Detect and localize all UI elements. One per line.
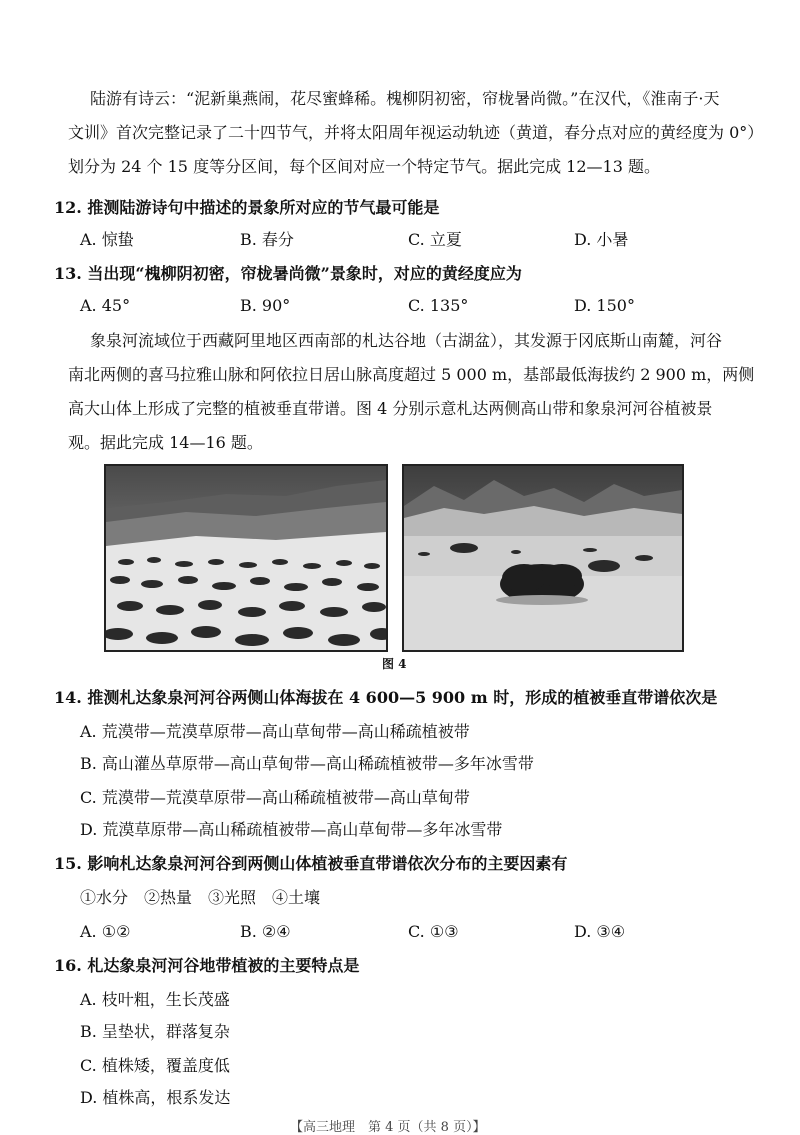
- photo-alpine-cushion-vegetation: [104, 464, 388, 652]
- question-13-options: [80, 294, 720, 318]
- option-b[interactable]: B. 高山灌丛草原带—高山草甸带—高山稀疏植被带—多年冰雪带: [80, 754, 534, 773]
- photo-valley-desert-shrub: [402, 464, 684, 652]
- page-footer: 【高三地理 第 4 页（共 8 页）】: [290, 1120, 486, 1135]
- question-15-stem: 15. 影响札达象泉河河谷到两侧山体植被垂直带谱依次分布的主要因素有: [54, 854, 568, 873]
- intro-line: 象泉河流域位于西藏阿里地区西南部的札达谷地（古湖盆），其发源于冈底斯山南麓，河谷: [90, 331, 723, 350]
- option-b[interactable]: B. ②④: [240, 922, 291, 941]
- intro-line: 陆游有诗云：“泥新巢燕闹，花尽蜜蜂稀。槐柳阴初密，帘栊暑尚微。”在汉代，《淮南子·天: [90, 89, 720, 108]
- option-c[interactable]: C. 植株矮，覆盖度低: [80, 1056, 230, 1075]
- question-16-stem: 16. 札达象泉河河谷地带植被的主要特点是: [54, 956, 360, 975]
- option-d[interactable]: D. ③④: [574, 922, 626, 941]
- question-12-stem: 12. 推测陆游诗句中描述的景象所对应的节气最可能是: [54, 198, 440, 217]
- option-d[interactable]: D. 植株高，根系发达: [80, 1088, 231, 1107]
- option-b[interactable]: B. 90°: [240, 296, 291, 315]
- option-d[interactable]: D. 150°: [574, 296, 635, 315]
- intro-line: 南北两侧的喜马拉雅山脉和阿依拉日居山脉高度超过 5 000 m，基部最低海拔约 2 900 m，两侧: [68, 365, 755, 384]
- intro-passage-14-16: [68, 324, 755, 460]
- intro-line: 划分为 24 个 15 度等分区间，每个区间对应一个特定节气。据此完成 12—13 题。: [68, 157, 660, 176]
- intro-passage-12-13: [68, 82, 764, 184]
- question-15-factors: ①水分 ②热量 ③光照 ④土壤: [80, 888, 321, 907]
- option-c[interactable]: C. 立夏: [408, 230, 462, 249]
- figure-caption: 图 4: [382, 657, 407, 671]
- option-a[interactable]: A. 枝叶粗，生长茂盛: [80, 990, 230, 1009]
- option-c[interactable]: C. 135°: [408, 296, 469, 315]
- option-c[interactable]: C. ①③: [408, 922, 459, 941]
- intro-line: 文训》首次完整记录了二十四节气，并将太阳周年视运动轨迹（黄道，春分点对应的黄经度为 0°）: [68, 123, 764, 142]
- question-15-options: [80, 920, 720, 944]
- option-c[interactable]: C. 荒漠带—荒漠草原带—高山稀疏植被带—高山草甸带: [80, 788, 470, 807]
- intro-line: 观。据此完成 14—16 题。: [68, 433, 263, 452]
- option-a[interactable]: A. 惊蛰: [80, 230, 134, 249]
- option-a[interactable]: A. ①②: [80, 922, 131, 941]
- question-12-options: [80, 228, 720, 252]
- question-13-stem: 13. 当出现“槐柳阴初密，帘栊暑尚微”景象时，对应的黄经度应为: [54, 264, 522, 283]
- question-14-stem: 14. 推测札达象泉河河谷两侧山体海拔在 4 600—5 900 m 时，形成的植被垂直带谱依次是: [54, 688, 718, 707]
- option-b[interactable]: B. 春分: [240, 230, 294, 249]
- option-b[interactable]: B. 呈垫状，群落复杂: [80, 1022, 230, 1041]
- option-d[interactable]: D. 小暑: [574, 230, 629, 249]
- intro-line: 高大山体上形成了完整的植被垂直带谱。图 4 分别示意札达两侧高山带和象泉河河谷植被景: [68, 399, 713, 418]
- option-d[interactable]: D. 荒漠草原带—高山稀疏植被带—高山草甸带—多年冰雪带: [80, 820, 503, 839]
- option-a[interactable]: A. 45°: [80, 296, 131, 315]
- option-a[interactable]: A. 荒漠带—荒漠草原带—高山草甸带—高山稀疏植被带: [80, 722, 470, 741]
